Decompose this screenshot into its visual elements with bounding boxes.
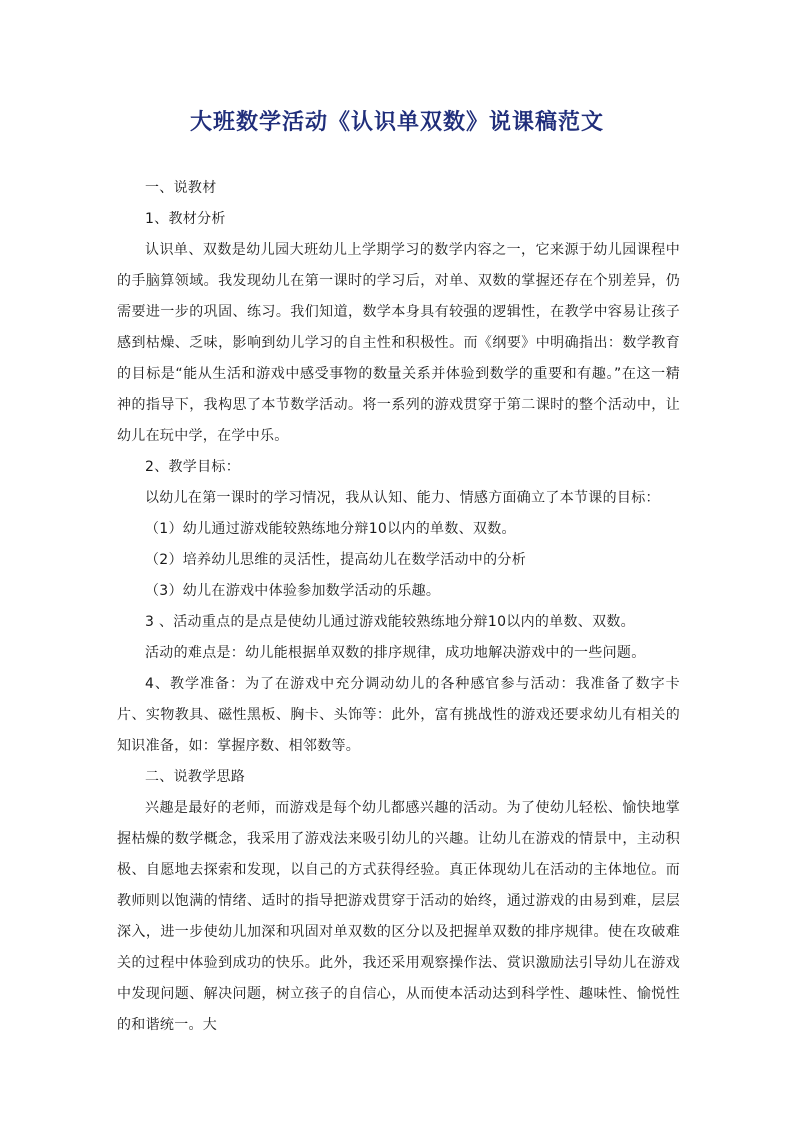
- paragraph-textbook-analysis: 认识单、双数是幼儿园大班幼儿上学期学习的数学内容之一，它来源于幼儿园课程中的手脑算领域。我发现幼儿在第一课时的学习后，对单、双数的掌握还存在个别差异，仍需要进一步的巩固、练习。我们知道，数学本身具有较强的逻辑性，在教学中容易让孩子感到枯燥、乏味，影响到幼儿学习的自主性和积极性。而《纲要》中明确指出：数学教育的目标是“能从生活和游戏中感受事物的数量关系并体验到数学的重要和有趣。”在这一精神的指导下，我构思了本节数学活动。将一系列的游戏贯穿于第二课时的整个活动中，让幼儿在玩中学，在学中乐。: [117, 242, 680, 444]
- paragraph-difficulty: 活动的难点是：幼儿能根据单双数的排序规律，成功地解决游戏中的一些问题。: [145, 645, 646, 661]
- subheading-teaching-goals: 2、教学目标：: [145, 459, 241, 475]
- section-heading-textbook: 一、说教材: [145, 180, 217, 196]
- paragraph-goals-intro: 以幼儿在第一课时的学习情况，我从认知、能力、情感方面确立了本节课的目标：: [145, 490, 660, 506]
- document-title: 大班数学活动《认识单双数》说课稿范文: [189, 109, 604, 135]
- document-body: [117, 173, 680, 1041]
- goal-item-3: （3）幼儿在游戏中体验参加数学活动的乐趣。: [145, 583, 441, 599]
- paragraph-key-points: 3 、活动重点的是点是使幼儿通过游戏能较熟练地分辩10以内的单数、双数。: [145, 614, 635, 630]
- goal-item-1: （1）幼儿通过游戏能较熟练地分辩10以内的单数、双数。: [145, 521, 516, 537]
- section-heading-teaching-approach: 二、说教学思路: [145, 769, 246, 785]
- subheading-textbook-analysis: 1、教材分析: [145, 211, 226, 227]
- goal-item-2: （2）培养幼儿思维的灵活性，提高幼儿在数学活动中的分析: [145, 552, 527, 568]
- paragraph-preparation: 4、教学准备：为了在游戏中充分调动幼儿的各种感官参与活动：我准备了数字卡片、实物教具、磁性黑板、胸卡、头饰等：此外，富有挑战性的游戏还要求幼儿有相关的知识准备，如：掌握序数、相邻数等。: [117, 676, 680, 754]
- paragraph-teaching-approach: 兴趣是最好的老师，而游戏是每个幼儿都感兴趣的活动。为了使幼儿轻松、愉快地掌握枯燥的数学概念，我采用了游戏法来吸引幼儿的兴趣。让幼儿在游戏的情景中，主动积极、自愿地去探索和发现，以自己的方式获得经验。真正体现幼儿在活动的主体地位。而教师则以饱满的情绪、适时的指导把游戏贯穿于活动的始终，通过游戏的由易到难，层层深入，进一步使幼儿加深和巩固对单双数的区分以及把握单双数的排序规律。使在攻破难关的过程中体验到成功的快乐。此外，我还采用观察操作法、赏识激励法引导幼儿在游戏中发现问题、解决问题，树立孩子的自信心，从而使本活动达到科学性、趣味性、愉悦性的和谐统一。大: [117, 800, 680, 1033]
